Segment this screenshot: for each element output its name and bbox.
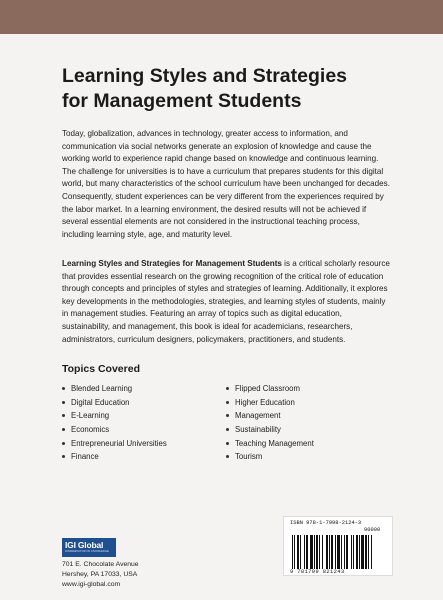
topic-label: Sustainability [235, 425, 281, 435]
topic-label: Finance [71, 452, 99, 462]
description-paragraph-1: Today, globalization, advances in technology, greater access to information, and communication via social networks generate an explosion of knowledge and cause the working world to experience rapid change based on knowledge and continuous learning. The challenge for universities is to have a curriculum that prepares students for this digital world, but many characteristics of the school curriculum have been unchanged for decades. Consequently, student experiences can be very different from the experiences required by the labor market. In a learning environment, the desired results will not be achieved if several essential elements are not considered in the instructional teaching process, including learning style, age, and maturity level. [62, 129, 390, 239]
ean-digits: 9 781799 821243 [290, 569, 345, 575]
topic-item [226, 423, 314, 437]
topic-label: Flipped Classroom [235, 384, 300, 394]
topics-heading: Topics Covered [62, 363, 140, 375]
topic-item [62, 409, 167, 423]
isbn-text: ISBN 978-1-7998-2124-3 [290, 520, 362, 526]
topic-label: E-Learning [71, 411, 110, 421]
topic-label: Tourism [235, 452, 263, 462]
publisher-address [62, 560, 139, 591]
bullet-icon [226, 387, 229, 390]
title-line-1: Learning Styles and Strategies [62, 65, 348, 87]
bullet-icon [226, 428, 229, 431]
bullet-icon [62, 387, 65, 390]
address-street: 701 E. Chocolate Avenue [62, 561, 139, 568]
barcode-bars [292, 535, 388, 569]
topic-label: Entrepreneurial Universities [71, 438, 167, 448]
topic-item [226, 396, 314, 410]
isbn-barcode [283, 516, 393, 576]
topic-item [62, 450, 167, 464]
topics-list-right [226, 382, 314, 464]
bullet-icon [226, 442, 229, 445]
description-paragraph-2 [62, 258, 392, 346]
bullet-icon [62, 428, 65, 431]
logo-tagline: DISSEMINATOR OF KNOWLEDGE [65, 550, 109, 553]
topic-label: Management [235, 411, 281, 421]
topic-label: Digital Education [71, 397, 130, 407]
bullet-icon [226, 455, 229, 458]
barcode-gap [372, 535, 373, 569]
bullet-icon [226, 414, 229, 417]
bullet-icon [62, 455, 65, 458]
publisher-website: www.igi-global.com [62, 581, 121, 589]
topic-item [226, 409, 314, 423]
bullet-icon [62, 442, 65, 445]
topic-label: Economics [71, 425, 110, 435]
topic-item [62, 396, 167, 410]
book-title-inline: Learning Styles and Strategies for Management Students [62, 259, 282, 268]
topic-item [62, 382, 167, 396]
topic-item [226, 382, 314, 396]
topic-label: Teaching Management [235, 438, 314, 448]
logo-name: IGI Global [65, 540, 104, 550]
topic-item [226, 450, 314, 464]
topic-label: Higher Education [235, 397, 295, 407]
topic-item [62, 423, 167, 437]
bullet-icon [62, 401, 65, 404]
book-title [62, 64, 402, 114]
paragraph-2-body: is a critical scholarly resource that provides essential research on the growing recognition of the critical role of education through concepts and principles of styles and strategies of learning. Additionally, it explores key developments in the methodologies, strategies, and learning styles of students, mainly in management studies. Featuring an array of topics such as digital education, sustainability, and management, this book is ideal for academicians, researchers, administrators, curriculum designers, policymakers, practitioners, and students. [62, 259, 390, 344]
bullet-icon [62, 414, 65, 417]
topics-list-left [62, 382, 167, 464]
top-color-band [0, 0, 443, 34]
price-code: 90000 [364, 527, 381, 533]
publisher-logo [62, 538, 116, 557]
bullet-icon [226, 401, 229, 404]
topic-label: Blended Learning [71, 384, 133, 394]
title-line-2: for Management Students [62, 90, 302, 112]
topic-item [62, 436, 167, 450]
topic-item [226, 436, 314, 450]
address-city: Hershey, PA 17033, USA [62, 571, 138, 579]
